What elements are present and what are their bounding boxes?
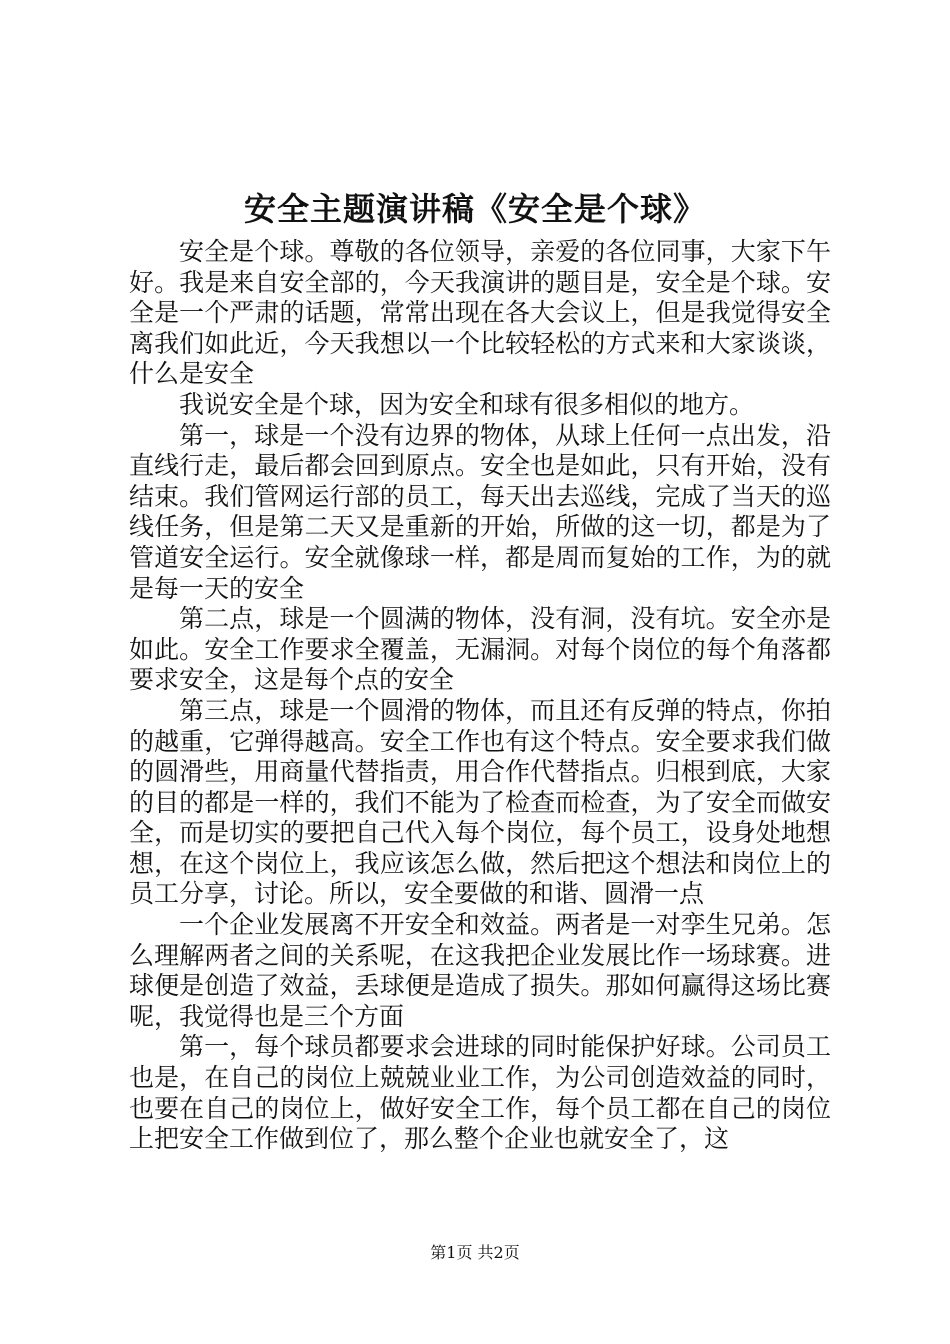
paragraph-point-one: 第一，球是一个没有边界的物体，从球上任何一点出发，沿直线行走，最后都会回到原点。安全也是如此，只有开始，没有结束。我们管网运行部的员工，每天出去巡线，完成了当天的巡线任务，但是第二天又是重新的开始，所做的这一切，都是为了管道安全运行。安全就像球一样，都是周而复始的工作，为的就是每一天的安全 bbox=[129, 420, 831, 603]
paragraph-point-three: 第三点，球是一个圆滑的物体，而且还有反弹的特点，你拍的越重，它弹得越高。安全工作也有这个特点。安全要求我们做的圆滑些，用商量代替指责，用合作代替指点。归根到底，大家的目的都是一样的，我们不能为了检查而检查，为了安全而做安全，而是切实的要把自己代入每个岗位，每个员工，设身处地想想，在这个岗位上，我应该怎么做，然后把这个想法和岗位上的员工分享，讨论。所以，安全要做的和谐、圆滑一点 bbox=[129, 695, 831, 909]
paragraph-thesis: 我说安全是个球，因为安全和球有很多相似的地方。 bbox=[179, 389, 755, 419]
paragraph-intro: 安全是个球。尊敬的各位领导，亲爱的各位同事，大家下午好。我是来自安全部的，今天我演讲的题目是，安全是个球。安全是一个严肃的话题，常常出现在各大会议上，但是我觉得安全离我们如此近，今天我想以一个比较轻松的方式来和大家谈谈，什么是安全 bbox=[129, 237, 831, 389]
paragraph-point-two: 第二点，球是一个圆满的物体，没有洞，没有坑。安全亦是如此。安全工作要求全覆盖，无漏洞。对每个岗位的每个角落都要求安全，这是每个点的安全 bbox=[129, 604, 831, 695]
document-title: 安全主题演讲稿《安全是个球》 bbox=[243, 190, 706, 228]
paragraph-enterprise: 一个企业发展离不开安全和效益。两者是一对孪生兄弟。怎么理解两者之间的关系呢，在这我把企业发展比作一场球赛。进球便是创造了效益，丢球便是造成了损失。那如何赢得这场比赛呢，我觉得也是三个方面 bbox=[129, 910, 831, 1031]
document-body bbox=[129, 237, 831, 1155]
page-footer: 第1页 共2页 bbox=[430, 1243, 520, 1262]
paragraph-players: 第一，每个球员都要求会进球的同时能保护好球。公司员工也是，在自己的岗位上兢兢业业工作，为公司创造效益的同时，也要在自己的岗位上，做好安全工作，每个员工都在自己的岗位上把安全工作做到位了，那么整个企业也就安全了，这 bbox=[129, 1032, 831, 1154]
